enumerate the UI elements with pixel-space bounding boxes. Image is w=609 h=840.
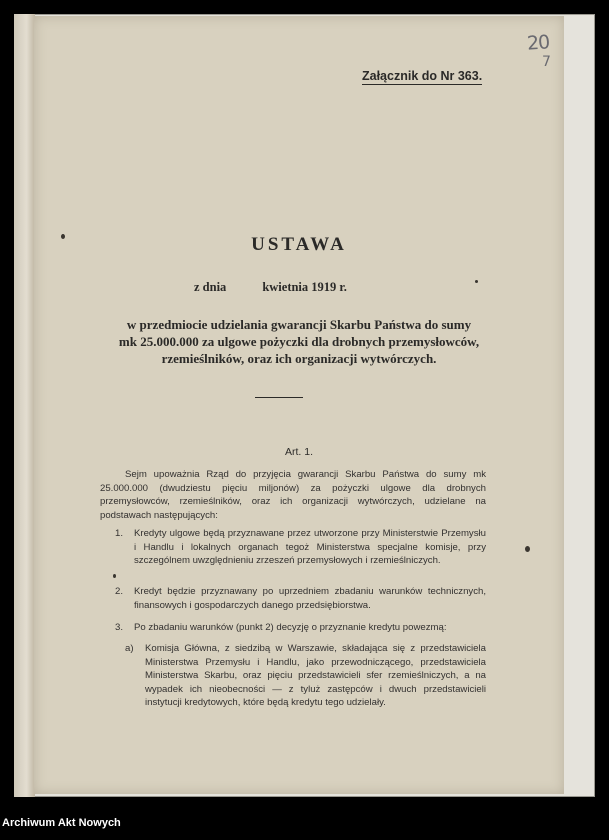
list-item-text: Po zbadaniu warunków (punkt 2) decyzję o przyznanie kredytu powezmą: (134, 622, 447, 633)
sub-list-item-text: Komisja Główna, z siedzibą w Warszawie, składająca się z przedstawiciela Ministerstwa Przemysłu i Handlu, jako przewodniczącego, przedstawiciela Ministerstwa Skarbu, oraz pięciu przedstawicieli sfer rzemieślniczych, a na wypadek ich nieobecności — z tyluż zastępców i dwuch przedstawicieli instytucji kredytowych, które będą kredytu tego udzielały. (145, 643, 486, 708)
paper-speck (525, 546, 530, 552)
list-item-number: 2. (115, 586, 124, 597)
date-suffix: kwietnia 1919 r. (262, 280, 347, 294)
paper-speck (113, 574, 116, 578)
subject-line: rzemieślników, oraz ich organizacji wytwórczych. (161, 351, 437, 366)
article-intro: Sejm upoważnia Rząd do przyjęcia gwarancji Skarbu Państwa do sumy mk 25.000.000 (dwudziestu pięciu miljonów) za pożyczki ulgowe dla drobnych przemysłowców, rzemieślników, oraz ich organizacji wytwórczych, udzielane na podstawach następujących: (100, 469, 486, 521)
list-item-text: Kredyty ulgowe będą przyznawane przez utworzone przy Ministerstwie Przemysłu i Handlu i lokalnych organach tegoż Ministerstwa specjalne komisje, przy szczególnem uwzględnieniu zrzeszeń przemysłowych i rzemieślniczych. (134, 528, 486, 566)
paper-speck (61, 234, 65, 239)
sub-list-item (125, 642, 486, 710)
list-item (115, 621, 486, 635)
page-edge (14, 14, 35, 797)
list-item-number: 1. (115, 528, 124, 539)
subject-line: w przedmiocie udzielania gwarancji Skarbu Państwa do sumy (126, 317, 472, 332)
list-item (115, 527, 486, 568)
divider-line (255, 397, 303, 398)
list-item-number: 3. (115, 622, 124, 633)
list-item-text: Kredyt będzie przyznawany po uprzedniem zbadaniu warunków technicznych, finansowych i gospodarczych danego przedsiębiorstwa. (134, 586, 486, 611)
document-title: USTAWA (251, 234, 347, 255)
document-subject (34, 316, 564, 367)
annex-label: Załącznik do Nr 363. (362, 69, 483, 83)
sub-list-item-letter: a) (125, 643, 134, 654)
list-item (115, 585, 486, 612)
handwritten-sub-number: 7 (542, 54, 551, 70)
date-line (194, 280, 347, 295)
subject-line: mk 25.000.000 za ulgowe pożyczki dla drobnych przemysłowców, (118, 334, 480, 349)
document-page (34, 16, 564, 794)
handwritten-page-number: 20 (526, 31, 550, 55)
date-prefix: z dnia (194, 280, 227, 294)
article-heading: Art. 1. (284, 446, 313, 458)
archive-footer-label: Archiwum Akt Nowych (2, 817, 121, 829)
paper-speck (475, 280, 478, 283)
